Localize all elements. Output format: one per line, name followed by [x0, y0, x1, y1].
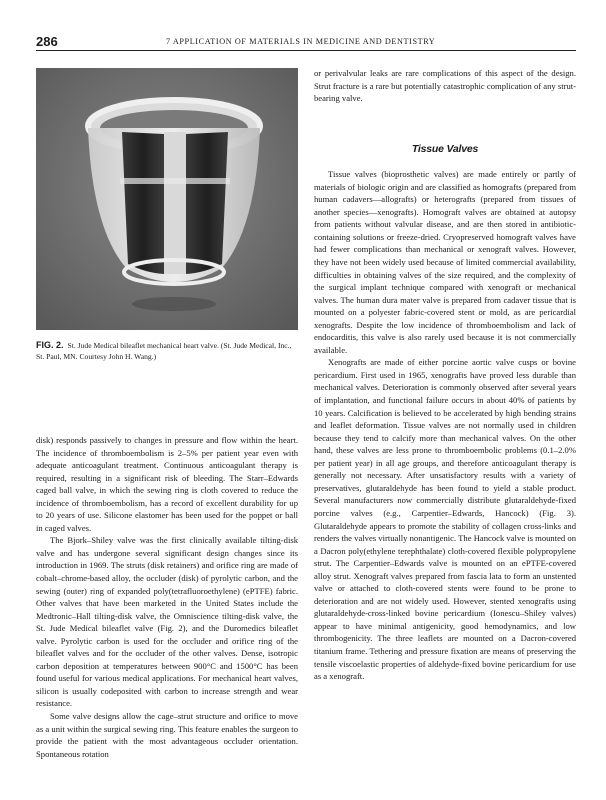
- page-number: 286: [36, 34, 58, 49]
- paragraph: Tissue valves (bioprosthetic valves) are made entirely or partly of materials of biologic origin and are classified as homografts (prepared from human cadavers—allografts) or heterografts (prepared from tissues of another species—xenografts). Homograft valves are obtained at autopsy from patients without valvular disease, and are then stored in antibiotic-containing solutions or freeze-dried. Cryopreserved homograft valves have had fewer complications than mechanical or xenograft valves. However, they have not been widely used because of limited commercial availability, difficulties in obtaining valves of the size required, and the complexity of the surgical implant technique compared with xenograft or mechanical valves. The human dura mater valve is prepared from cadaver tissue that is mounted on a polyester fabric-covered stent or mold, as are pericardial xenografts. Despite the low incidence of thromboembolism and lack of endocarditis, this valve is also rarely used because it is not commercially available.: [314, 169, 576, 355]
- figure-caption: [36, 340, 298, 362]
- figure-label: FIG. 2.: [36, 340, 64, 350]
- left-column: [36, 434, 298, 760]
- paragraph: or perivalvular leaks are rare complications of this aspect of the design. Strut fracture is a rare but potentially catastrophic complication of any strut-bearing valve.: [314, 68, 576, 104]
- running-head: 7 APPLICATION OF MATERIALS IN MEDICINE AND DENTISTRY: [166, 37, 436, 46]
- bileaflet-valve-illustration: [36, 68, 298, 330]
- paragraph: The Bjork–Shiley valve was the first clinically available tilting-disk valve and has undergone several significant design changes since its introduction in 1969. The struts (disk retainers) and orifice ring are made of cobalt–chrome-based alloy, the occluder (disk) of pyrolytic carbon, and the sewing (outer) ring of expanded poly(tetrafluoroethylene) (ePTFE) fabric. Other valves that have been marketed in the United States include the Medtronic–Hall tilting-disk valve, the Omniscience tilting-disk valve, the St. Jude Medical bileaflet valve (Fig. 2), and the Duromedics bileaflet valve. Pyrolytic carbon is used for the occluder and orifice ring of the bileaflet valves and for the occluder of the other valves. Dense, isotropic carbon deposition at temperatures between 900°C and 1500°C has been found useful for various medical applications. For mechanical heart valves, silicon is usually codeposited with carbon to increase strength and wear resistance.: [36, 535, 298, 709]
- figure-caption-text: St. Jude Medical bileaflet mechanical heart valve. (St. Jude Medical, Inc., St. Paul, MN. Courtesy John H. Wang.): [36, 341, 292, 361]
- paragraph: Xenografts are made of either porcine aortic valve cusps or bovine pericardium. First used in 1965, xenografts have proved less durable than mechanical valves. Deterioration is commonly observed after several years of implantation, and functional failure occurs in about 40% of patients by 10 years. Calcification is believed to be accelerated by high bending strains and leaflet deformation. Tissue valves are not normally used in children because they tend to calcify more than mechanical valves. On the other hand, these valves are less prone to thromboembolic problems (0.1–2.0% per patient year) in all age groups, and therefore anticoagulant therapy is generally not necessary. After unsatisfactory results with a variety of preservatives, glutaraldehyde has been found to yield a stable product. Several manufacturers now commercially distribute glutaraldehyde-fixed porcine valves (e.g., Carpentier–Edwards, Hancock) (Fig. 3). Glutaraldehyde appears to promote the stability of collagen cross-links and renders the valves virtually nonantigenic. The Hancock valve is mounted on a Dacron poly(ethylene terephthalate) cloth-covered flexible polypropylene strut. The Carpentier–Edwards valve is mounted on an ePTFE-covered alloy strut. Xenograft valves prepared from fascia lata to form an unstented valve or attached to cloth-covered stents were found to be prone to deterioration and are not widely used. However, stented xenografts using glutaraldehyde-cross-linked bovine pericardium (Ionescu–Shiley valves) appear to have minimal antigenicity, good hemodynamics, and low thrombogenicity. The three leaflets are mounted on a Dacron-covered titanium frame. Tethering and pressure fixation are means of preserving the tensile viscoelastic properties of aldehyde-fixed bovine pericardium for use as a xenograft.: [314, 357, 576, 682]
- paragraph: Some valve designs allow the cage–strut structure and orifice to move as a unit within the surgical sewing ring. This feature enables the surgeon to provide the patient with the most advantageous occluder orientation. Spontaneous rotation: [36, 711, 298, 759]
- section-heading: Tissue Valves: [411, 142, 479, 155]
- right-column: [314, 67, 576, 683]
- figure-image: [36, 68, 298, 330]
- paragraph: disk) responds passively to changes in pressure and flow within the heart. The incidence of thromboembolism is 2–5% per patient year even with adequate anticoagulant treatment. Continuous anticoagulant therapy is required, resulting in a significant risk of bleeding. The Starr–Edwards caged ball valve, in which the sewing ring is cloth covered to reduce the incidence of thromboembolism, has a record of excellent durability for up to 20 years of use. Silicone elastomer has been used for the poppet or ball in caged valves.: [36, 435, 298, 533]
- header-rule: [36, 50, 576, 51]
